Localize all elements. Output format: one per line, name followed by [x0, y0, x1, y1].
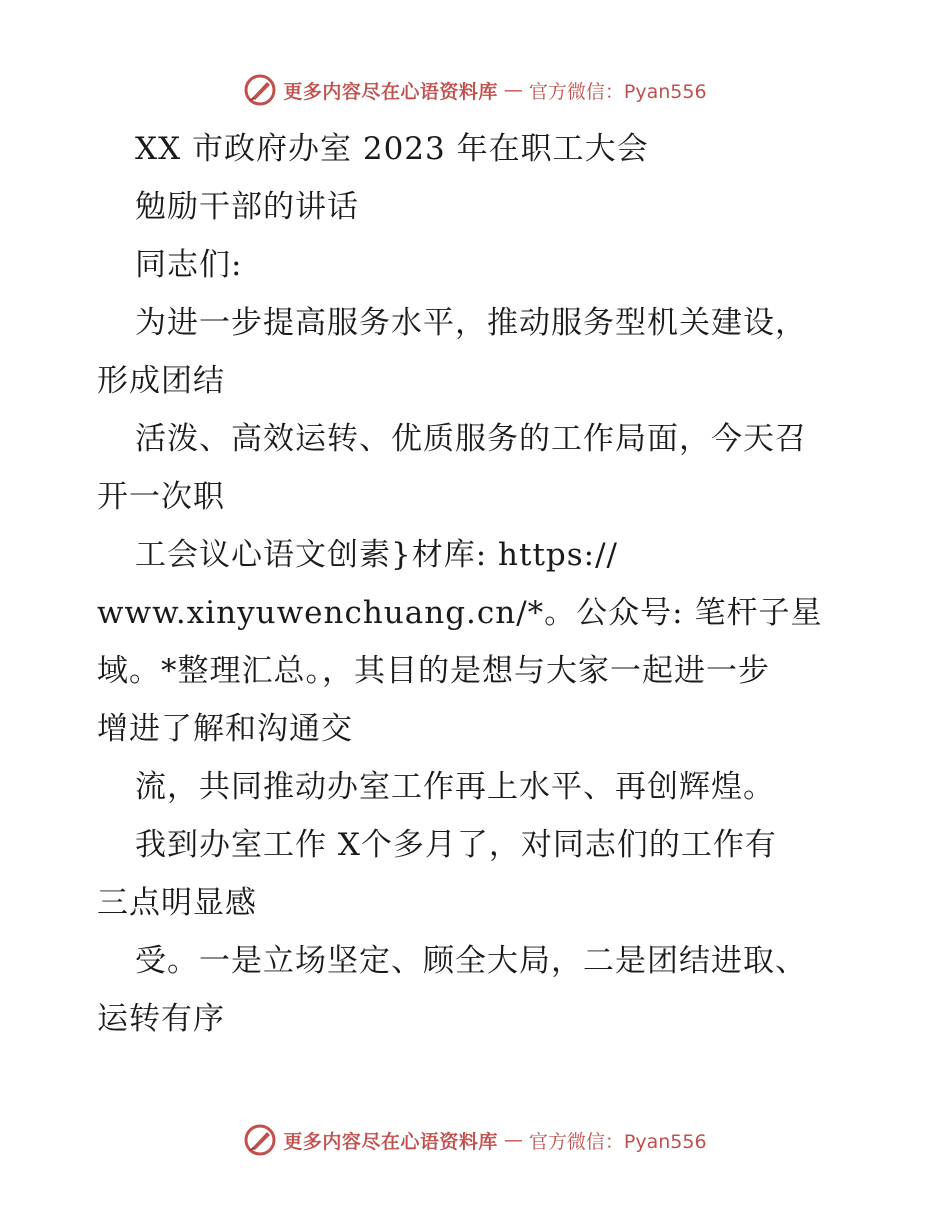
text-line: www.xinyuwenchuang.cn/*。公众号: 笔杆子星	[97, 595, 823, 631]
text-line: 形成团结	[97, 363, 225, 399]
text-line: 我到办室工作 X个多月了，对同志们的工作有	[135, 827, 777, 863]
document-body	[97, 120, 857, 1048]
quill-logo-icon	[243, 1123, 277, 1157]
banner-separator: —	[503, 1129, 523, 1151]
banner-title: 更多内容尽在心语资料库	[283, 80, 498, 103]
banner-separator: —	[503, 79, 523, 101]
text-line: 同志们:	[135, 247, 243, 283]
footer-banner-content	[243, 1123, 706, 1157]
text-line: 域。*整理汇总。，其目的是想与大家一起进一步	[97, 653, 770, 689]
text-line: XX 市政府办室 2023 年在职工大会	[135, 131, 649, 167]
banner-wechat: 官方微信：Pyan556	[528, 1130, 707, 1153]
text-line: 勉励干部的讲话	[135, 189, 359, 225]
text-line: 开一次职	[97, 479, 225, 515]
banner-title: 更多内容尽在心语资料库	[283, 1130, 498, 1153]
text-line: 三点明显感	[97, 885, 257, 921]
header-banner-content	[243, 73, 706, 107]
text-line: 工会议心语文创素}材库: https://	[135, 537, 618, 573]
text-line: 增进了解和沟通交	[97, 711, 353, 747]
quill-logo-icon	[243, 73, 277, 107]
text-line: 为进一步提高服务水平，推动服务型机关建设，	[135, 305, 807, 341]
text-line: 活泼、高效运转、优质服务的工作局面，今天召	[135, 421, 807, 457]
text-line: 受。一是立场坚定、顾全大局，二是团结进取、	[135, 943, 807, 979]
text-line: 运转有序	[97, 1001, 225, 1037]
text-line: 流，共同推动办室工作再上水平、再创辉煌。	[135, 769, 775, 805]
banner-wechat: 官方微信：Pyan556	[528, 80, 707, 103]
footer-banner	[0, 1120, 950, 1160]
header-banner	[0, 70, 950, 110]
